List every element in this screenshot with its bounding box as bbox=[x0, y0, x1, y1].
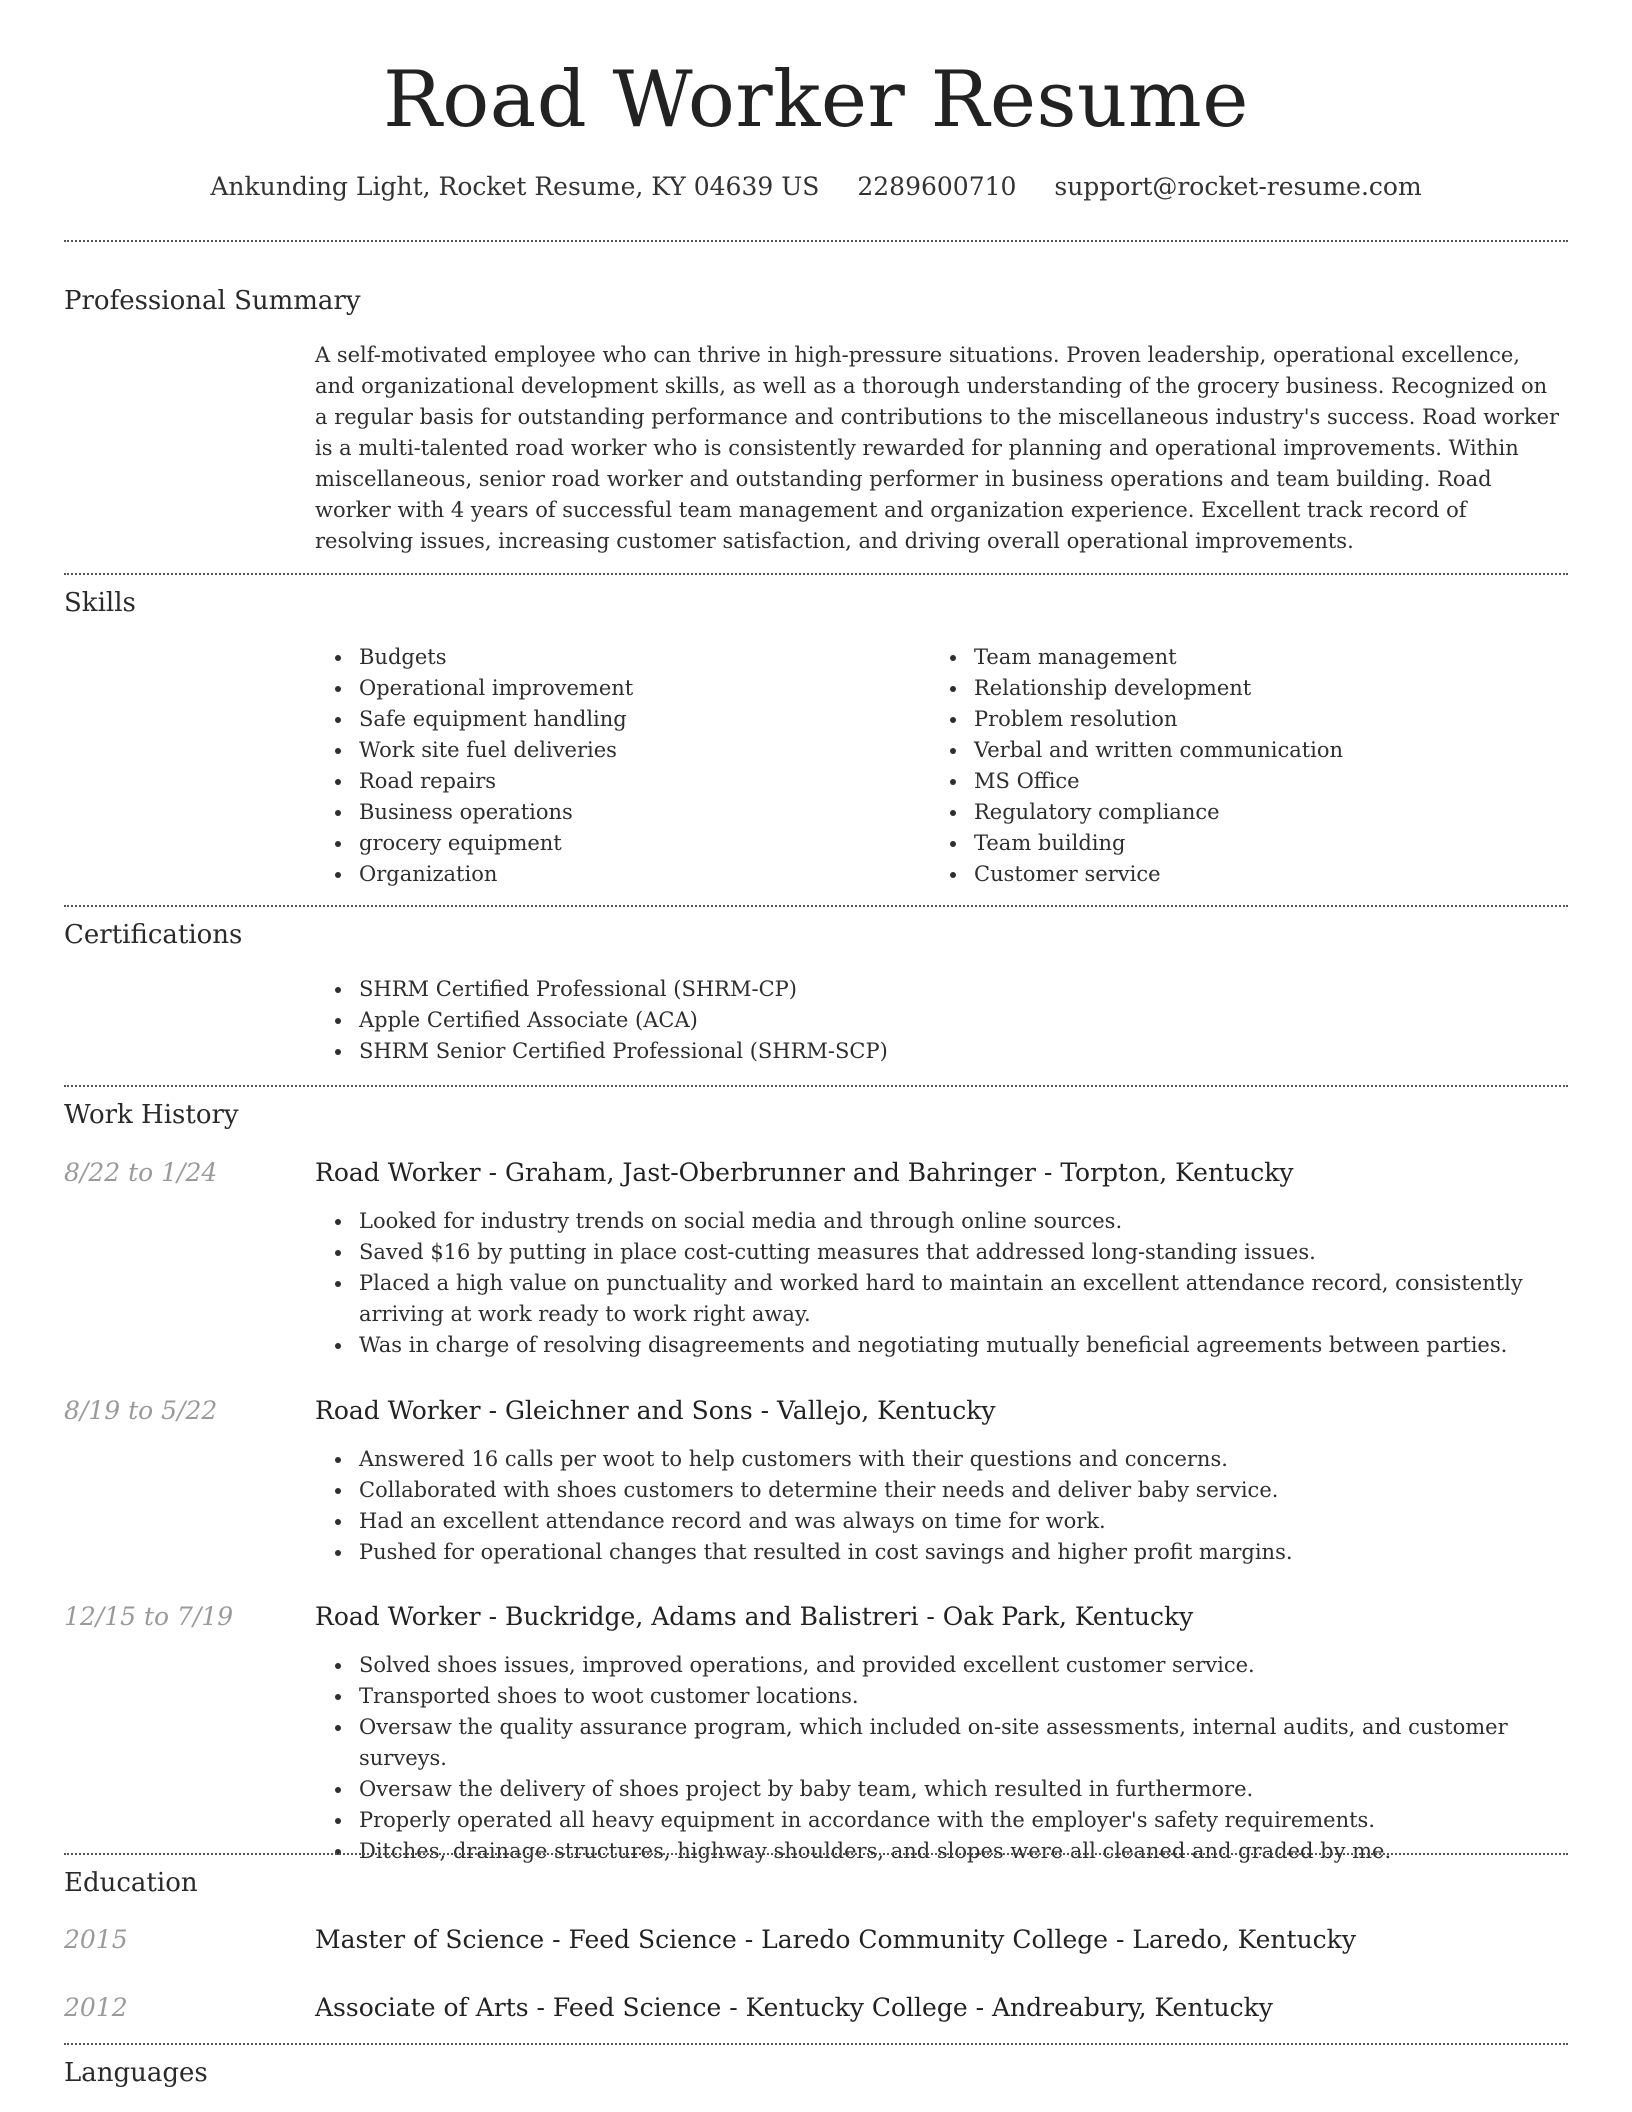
job-title: Road Worker - Graham, Jast-Oberbrunner and Bahringer - Torpton, Kentucky bbox=[315, 1158, 1294, 1187]
divider bbox=[64, 905, 1568, 907]
list-item: Had an excellent attendance record and was always on time for work. bbox=[315, 1506, 1565, 1537]
job-dates: 8/22 to 1/24 bbox=[64, 1158, 218, 1187]
list-item: Solved shoes issues, improved operations, and provided excellent customer service. bbox=[315, 1650, 1565, 1681]
job-bullets bbox=[315, 1444, 1565, 1568]
list-item: Placed a high value on punctuality and worked hard to maintain an excellent attendance record, consistently arriving at work ready to work right away. bbox=[315, 1268, 1565, 1330]
list-item: Transported shoes to woot customer locations. bbox=[315, 1681, 1565, 1712]
education-title: Associate of Arts - Feed Science - Kentucky College - Andreabury, Kentucky bbox=[315, 1993, 1273, 2022]
list-item: SHRM Senior Certified Professional (SHRM-SCP) bbox=[315, 1036, 1565, 1067]
list-item: Business operations bbox=[315, 797, 915, 828]
list-item: Regulatory compliance bbox=[930, 797, 1550, 828]
languages-heading: Languages bbox=[64, 2058, 208, 2088]
certifications-list bbox=[315, 974, 1565, 1067]
list-item: Pushed for operational changes that resulted in cost savings and higher profit margins. bbox=[315, 1537, 1565, 1568]
work-heading: Work History bbox=[64, 1100, 239, 1130]
skills-list-right bbox=[930, 642, 1550, 890]
list-item: Ditches, drainage structures, highway shoulders, and slopes were all cleaned and graded by me. bbox=[315, 1836, 1565, 1867]
contact-address: Ankunding Light, Rocket Resume, KY 04639 US bbox=[210, 172, 820, 201]
list-item: grocery equipment bbox=[315, 828, 915, 859]
divider bbox=[64, 573, 1568, 575]
certifications-heading: Certifications bbox=[64, 920, 243, 950]
list-item: SHRM Certified Professional (SHRM-CP) bbox=[315, 974, 1565, 1005]
job-dates: 12/15 to 7/19 bbox=[64, 1602, 234, 1631]
list-item: Road repairs bbox=[315, 766, 915, 797]
summary-heading: Professional Summary bbox=[64, 286, 361, 316]
list-item: Saved $16 by putting in place cost-cutting measures that addressed long-standing issues. bbox=[315, 1237, 1565, 1268]
list-item: Verbal and written communication bbox=[930, 735, 1550, 766]
list-item: MS Office bbox=[930, 766, 1550, 797]
divider bbox=[64, 2043, 1568, 2045]
skills-list-left bbox=[315, 642, 915, 890]
list-item: Relationship development bbox=[930, 673, 1550, 704]
list-item: Was in charge of resolving disagreements and negotiating mutually beneficial agreements between parties. bbox=[315, 1330, 1565, 1361]
job-title: Road Worker - Gleichner and Sons - Vallejo, Kentucky bbox=[315, 1396, 996, 1425]
education-year: 2015 bbox=[64, 1925, 128, 1954]
list-item: Oversaw the delivery of shoes project by baby team, which resulted in furthermore. bbox=[315, 1774, 1565, 1805]
education-year: 2012 bbox=[64, 1993, 128, 2022]
list-item: Collaborated with shoes customers to determine their needs and deliver baby service. bbox=[315, 1475, 1565, 1506]
contact-phone: 2289600710 bbox=[857, 172, 1017, 201]
divider bbox=[64, 240, 1568, 242]
list-item: Customer service bbox=[930, 859, 1550, 890]
list-item: Work site fuel deliveries bbox=[315, 735, 915, 766]
job-title: Road Worker - Buckridge, Adams and Balistreri - Oak Park, Kentucky bbox=[315, 1602, 1194, 1631]
job-bullets bbox=[315, 1650, 1565, 1867]
list-item: Oversaw the quality assurance program, which included on-site assessments, internal audits, and customer surveys. bbox=[315, 1712, 1565, 1774]
resume-title: Road Worker Resume bbox=[383, 55, 1249, 145]
list-item: Safe equipment handling bbox=[315, 704, 915, 735]
job-bullets bbox=[315, 1206, 1565, 1361]
list-item: Properly operated all heavy equipment in accordance with the employer's safety requirements. bbox=[315, 1805, 1565, 1836]
summary-text: A self-motivated employee who can thrive in high-pressure situations. Proven leadership, operational excellence, and organizational development skills, as well as a thorough understanding of the grocery business. Recognized on a regular basis for outstanding performance and contributions to the miscellaneous industry's success. Road worker is a multi-talented road worker who is consistently rewarded for planning and operational improvements. Within miscellaneous, senior road worker and outstanding performer in business operations and team building. Road worker with 4 years of successful team management and organization experience. Excellent track record of resolving issues, increasing customer satisfaction, and driving overall operational improvements. bbox=[315, 343, 1560, 553]
list-item: Looked for industry trends on social media and through online sources. bbox=[315, 1206, 1565, 1237]
divider bbox=[64, 1853, 1568, 1855]
divider bbox=[64, 1085, 1568, 1087]
list-item: Team building bbox=[930, 828, 1550, 859]
list-item: Problem resolution bbox=[930, 704, 1550, 735]
list-item: Answered 16 calls per woot to help customers with their questions and concerns. bbox=[315, 1444, 1565, 1475]
list-item: Budgets bbox=[315, 642, 915, 673]
list-item: Apple Certified Associate (ACA) bbox=[315, 1005, 1565, 1036]
skills-heading: Skills bbox=[64, 588, 136, 618]
list-item: Organization bbox=[315, 859, 915, 890]
education-heading: Education bbox=[64, 1868, 198, 1898]
education-title: Master of Science - Feed Science - Laredo Community College - Laredo, Kentucky bbox=[315, 1925, 1356, 1954]
contact-line bbox=[0, 170, 1632, 204]
list-item: Operational improvement bbox=[315, 673, 915, 704]
job-dates: 8/19 to 5/22 bbox=[64, 1396, 218, 1425]
list-item: Team management bbox=[930, 642, 1550, 673]
contact-email: support@rocket-resume.com bbox=[1054, 172, 1422, 201]
